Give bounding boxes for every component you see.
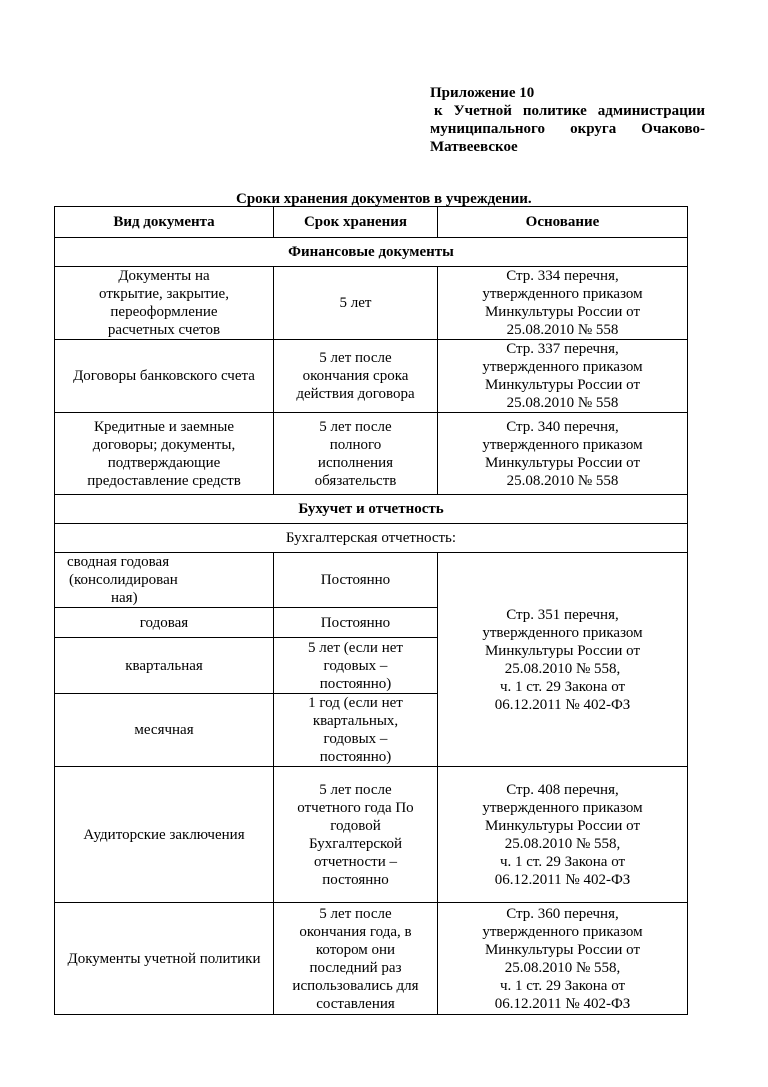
cell-line: открытие, закрытие,: [99, 286, 229, 302]
cell-line: 5 лет после: [319, 418, 392, 435]
retention-term-cell: [274, 267, 438, 340]
doc-type-cell: [55, 694, 274, 767]
cell-line: ная): [111, 590, 138, 606]
retention-table: [54, 206, 688, 1015]
retention-term-cell: [274, 340, 438, 413]
cell-line: утвержденного приказом: [482, 799, 643, 816]
cell-line: утвержденного приказом: [482, 359, 643, 375]
cell-line: (консолидирован: [69, 572, 178, 588]
cell-line: отчетности –: [313, 853, 397, 870]
column-header-basis: Основание: [438, 207, 688, 238]
table-row: [55, 767, 688, 903]
cell-line: котором они: [315, 941, 396, 958]
appendix-line-3: муниципального округа Очаково-: [430, 121, 705, 137]
cell-line: 5 лет после: [319, 350, 392, 366]
retention-term-cell: [274, 638, 438, 694]
cell-line: окончания срока: [302, 368, 409, 384]
section-row-financial: [55, 238, 688, 267]
cell-line: Стр. 340 перечня,: [506, 418, 619, 435]
cell-line: Минкультуры России от: [484, 642, 641, 659]
cell-line: 25.08.2010 № 558: [506, 395, 619, 411]
appendix-line-4: Матвеевское: [430, 139, 518, 155]
retention-term-cell: [274, 553, 438, 608]
cell-line: Минкультуры России от: [484, 454, 641, 471]
table-header-row: [55, 207, 688, 238]
cell-line: 1 год (если нет: [308, 695, 403, 711]
doc-type-cell: [55, 340, 274, 413]
cell-line: 06.12.2011 № 402-ФЗ: [494, 995, 631, 1012]
column-header-doc-type: Вид документа: [55, 207, 274, 238]
cell-line: Минкультуры России от: [484, 941, 641, 958]
cell-line: Минкультуры России от: [484, 377, 641, 393]
cell-line: годовая: [139, 614, 189, 631]
cell-line: Документы учетной политики: [67, 950, 261, 967]
cell-line: месячная: [134, 722, 194, 738]
cell-line: ч. 1 ст. 29 Закона от: [499, 678, 626, 695]
table-row: [55, 413, 688, 495]
cell-line: Аудиторские заключения: [83, 826, 245, 843]
cell-line: 5 лет после: [319, 781, 392, 798]
cell-line: квартальная: [125, 657, 203, 674]
retention-term-cell: [274, 767, 438, 903]
retention-term-cell: [274, 413, 438, 495]
table-row: [55, 340, 688, 413]
cell-line: утвержденного приказом: [482, 286, 643, 302]
cell-line: Минкультуры России от: [484, 304, 641, 320]
cell-line: договоры; документы,: [92, 436, 236, 453]
retention-term-cell: [274, 903, 438, 1015]
cell-line: Бухгалтерской: [308, 835, 403, 852]
cell-line: Кредитные и заемные: [94, 418, 234, 435]
basis-cell: [438, 340, 688, 413]
section-title-accounting: Бухучет и отчетность: [55, 495, 688, 524]
cell-line: утвержденного приказом: [482, 624, 643, 641]
cell-line: Постоянно: [320, 614, 391, 631]
column-header-retention-term: Срок хранения: [274, 207, 438, 238]
appendix-number: Приложение 10: [430, 85, 535, 101]
cell-line: 25.08.2010 № 558: [506, 322, 619, 338]
cell-line: Стр. 351 перечня,: [506, 606, 619, 623]
cell-line: 5 лет (если нет: [308, 639, 403, 656]
cell-line: полного: [329, 436, 382, 453]
doc-type-cell: [55, 413, 274, 495]
cell-line: предоставление средств: [87, 472, 241, 489]
cell-line: отчетного года По: [297, 799, 414, 816]
section-title-financial: Финансовые документы: [55, 238, 688, 267]
cell-line: Минкультуры России от: [484, 817, 641, 834]
cell-line: окончания года, в: [299, 923, 412, 940]
cell-line: обязательств: [314, 472, 397, 489]
cell-line: сводная годовая: [67, 554, 170, 570]
cell-line: Стр. 334 перечня,: [506, 268, 619, 284]
cell-line: постоянно): [319, 749, 392, 765]
retention-term-cell: [274, 694, 438, 767]
cell-line: утвержденного приказом: [482, 436, 643, 453]
cell-line: Стр. 337 перечня,: [506, 341, 619, 357]
cell-line: годовых –: [323, 657, 388, 674]
basis-cell: [438, 413, 688, 495]
cell-line: постоянно): [319, 675, 392, 692]
cell-line: 25.08.2010 № 558,: [504, 660, 621, 677]
cell-line: Договоры банковского счета: [73, 368, 255, 384]
cell-line: Документы на: [118, 268, 210, 284]
cell-line: 25.08.2010 № 558,: [504, 835, 621, 852]
cell-line: переоформление: [110, 304, 218, 320]
doc-type-cell: [55, 553, 274, 608]
retention-term-cell: [274, 608, 438, 638]
cell-line: использовались для: [292, 977, 419, 994]
section-row-accounting: [55, 495, 688, 524]
cell-line: Постоянно: [320, 572, 391, 588]
cell-line: утвержденного приказом: [482, 923, 643, 940]
cell-line: 06.12.2011 № 402-ФЗ: [494, 871, 631, 888]
doc-type-cell: [55, 767, 274, 903]
doc-type-cell: [55, 608, 274, 638]
cell-line: ч. 1 ст. 29 Закона от: [499, 853, 626, 870]
doc-type-cell: [55, 903, 274, 1015]
appendix-header: [430, 84, 705, 156]
doc-type-cell: [55, 267, 274, 340]
cell-line: постоянно: [322, 871, 389, 888]
cell-line: годовых –: [323, 731, 388, 747]
cell-line: исполнения: [317, 454, 394, 471]
basis-cell: [438, 767, 688, 903]
cell-line: 5 лет: [339, 295, 372, 311]
cell-line: квартальных,: [312, 713, 399, 729]
cell-line: Стр. 360 перечня,: [506, 905, 619, 922]
cell-line: действия договора: [296, 386, 415, 402]
basis-cell-reporting: [438, 553, 688, 767]
table-row: [55, 267, 688, 340]
document-title: Сроки хранения документов в учреждении.: [236, 191, 532, 207]
cell-line: ч. 1 ст. 29 Закона от: [499, 977, 626, 994]
basis-cell: [438, 267, 688, 340]
table-row: [55, 903, 688, 1015]
doc-type-cell: [55, 638, 274, 694]
cell-line: подтверждающие: [107, 454, 221, 471]
appendix-line-2: к Учетной политике администрации: [434, 103, 705, 119]
cell-line: последний раз: [309, 959, 402, 976]
cell-line: годовой: [330, 817, 381, 834]
table-row: [55, 553, 688, 608]
basis-cell: [438, 903, 688, 1015]
cell-line: Стр. 408 перечня,: [506, 781, 619, 798]
subsection-row-reporting: [55, 524, 688, 553]
cell-line: составления: [316, 995, 395, 1012]
cell-line: 06.12.2011 № 402-ФЗ: [494, 696, 631, 713]
cell-line: 5 лет после: [319, 905, 392, 922]
cell-line: 25.08.2010 № 558,: [504, 959, 621, 976]
subsection-title-reporting: Бухгалтерская отчетность:: [55, 524, 688, 553]
cell-line: 25.08.2010 № 558: [506, 472, 619, 489]
cell-line: расчетных счетов: [107, 322, 221, 338]
